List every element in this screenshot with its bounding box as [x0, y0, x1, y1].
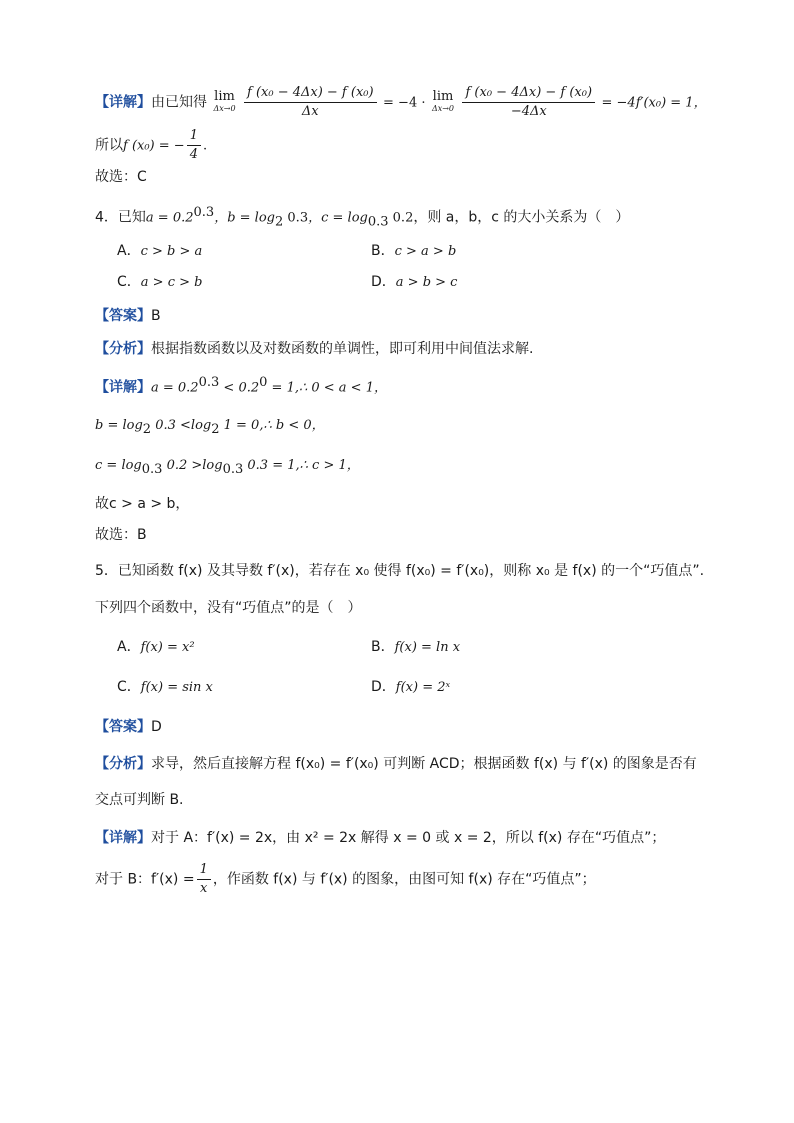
q5-option-d[interactable]: D．f(x) = 2ˣ [371, 679, 451, 695]
q5-analysis-line-1: 【分析】求导，然后直接解方程 f(x₀) = f′(x₀) 可判断 ACD；根据函数 f(x) 与 f′(x) 的图象是否有 [95, 756, 697, 772]
q4-detail-2: $b = \log_2 0.3 <\log_2$ 1 = 0,∴ b < 0， [95, 418, 325, 437]
q4-option-a[interactable]: A．c > b > a [117, 243, 203, 259]
limit-symbol: lim Δx→0 [431, 88, 455, 113]
q5-analysis-line-2: 交点可判断 B. [95, 792, 184, 808]
q4-answer: 【答案】B [95, 308, 161, 324]
q5-detail-a: 【详解】对于 A：f′(x) = 2x，由 x² = 2x 解得 x = 0 或 x = 2，所以 f(x) 存在“巧值点”； [95, 830, 666, 846]
q4-option-c[interactable]: C．a > c > b [117, 274, 203, 290]
q3-detail-line [95, 85, 707, 120]
math-text: = −4f′(x₀) = 1， [601, 95, 707, 111]
q4-stem: 4．已知$a = 0.2^{0.3}$，$b = \log_2 0.3$，$c = \log_{0.3} 0.2$，则 a，b，c 的大小关系为（ ） [95, 205, 630, 230]
q5-detail-b: 对于 B：f′(x) = $\frac{1}{x}$ ，作函数 f(x) 与 f′(x) 的图象，由图可知 f(x) 存在“巧值点”； [95, 862, 596, 896]
fraction: $\frac{\text{f (x₀ − 4Δx) − f (x₀)}}{\Delta x}$ [244, 85, 377, 120]
q5-option-a[interactable]: A．f(x) = x² [117, 639, 195, 655]
detail-tag: 【详解】 [95, 94, 151, 111]
q4-option-d[interactable]: D．a > b > c [371, 274, 458, 290]
q5-answer: 【答案】D [95, 719, 162, 735]
q5-stem-line-2: 下列四个函数中，没有“巧值点”的是（ ） [95, 600, 362, 616]
q4-analysis: 【分析】根据指数函数以及对数函数的单调性，即可利用中间值法求解. [95, 341, 534, 357]
so-lead: 所以 [95, 137, 123, 154]
q3-so-line: 所以f (x₀) = − $\frac{1}{4}$ . [95, 128, 208, 162]
q4-option-b[interactable]: B．c > a > b [371, 243, 457, 259]
limit-symbol: lim Δx→0 [213, 88, 236, 113]
math-text: f (x₀) = − [123, 138, 185, 154]
q5-stem-line-1: 5．已知函数 f(x) 及其导数 f′(x)，若存在 x₀ 使得 f(x₀) = f′(x₀)，则称 x₀ 是 f(x) 的一个“巧值点”. [95, 563, 705, 579]
q4-conclusion: 故c > a > b， [95, 496, 190, 512]
q5-option-c[interactable]: C．f(x) = sin x [117, 679, 213, 695]
q5-option-b[interactable]: B．f(x) = ln x [371, 639, 461, 655]
q4-detail-3: $c = \log_{0.3} 0.2 >\log_{0.3}$ 0.3 = 1,∴ c > 1， [95, 458, 360, 477]
q4-choose: 故选：B [95, 527, 147, 543]
fraction: $\frac{\text{f (x₀ − 4Δx) − f (x₀)}}{-4\Delta x}$ [462, 85, 595, 120]
q4-detail-1: 【详解】$a = 0.2^{0.3} < 0.2^0$ = 1,∴ 0 < a < 1， [95, 375, 387, 396]
fraction: $\frac{1}{4}$ [187, 128, 201, 163]
math-text: = −4 · [383, 95, 426, 111]
q3-answer: 故选：C [95, 169, 147, 185]
detail-lead: 由已知得 [151, 94, 207, 111]
fraction: $\frac{1}{x}$ [197, 862, 211, 897]
